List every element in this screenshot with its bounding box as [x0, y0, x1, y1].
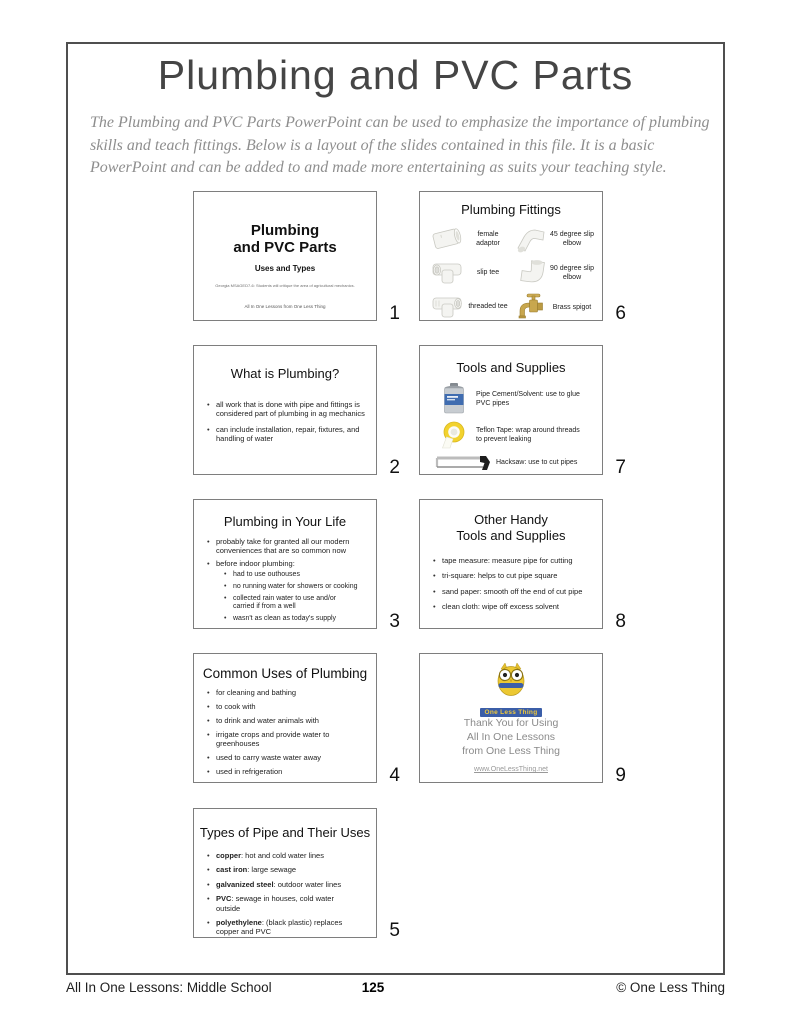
slide-3-box: [193, 499, 377, 629]
slide-5-bullets: [207, 851, 365, 937]
slide-8-bullets: [433, 556, 601, 612]
slide-2-title: What is Plumbing?: [230, 366, 340, 381]
slide-number: 3: [389, 611, 400, 632]
slide-number: 4: [389, 765, 400, 786]
website-link[interactable]: www.OneLessThing.net: [474, 766, 548, 773]
bullet-item: • to drink and water animals with: [207, 716, 365, 725]
slide-1-standard: Georgia MSAGED7-6: Students will critique the area of agricultural mechanics.: [215, 283, 355, 288]
hacksaw-icon: [432, 454, 496, 472]
fitting-item: [428, 258, 510, 288]
slide-1-subtitle: Uses and Types: [254, 264, 316, 273]
slide-number: 9: [615, 765, 626, 786]
slide-7-box: [419, 345, 603, 475]
slide-6-title: Plumbing Fittings: [461, 202, 561, 217]
brass-spigot-icon: [512, 292, 550, 321]
tool-item: [432, 420, 594, 450]
slide-4-box: [193, 653, 377, 783]
bullet-item: • all work that is done with pipe and fittings is considered part of plumbing in ag mechanics: [207, 400, 369, 419]
slide-2-box: [193, 345, 377, 475]
one-less-thing-logo: [420, 662, 602, 719]
slide-8-title: [420, 512, 602, 543]
slide-3-title: Plumbing in Your Life: [223, 514, 347, 529]
slide-5-box: [193, 808, 377, 938]
slide-3-bullets: [207, 537, 372, 624]
pipe-desc: : (black plastic) replaces copper and PVC: [216, 917, 343, 937]
slide-8: [419, 499, 626, 632]
pipe-term: galvanized steel: [216, 879, 274, 889]
bullet-item: [207, 880, 365, 889]
slide-5: [193, 808, 400, 941]
thank-you-line: All In One Lessons: [466, 731, 556, 744]
pipe-cement-can-icon: [432, 382, 476, 416]
bullet-item: [207, 851, 365, 860]
slide-5-title: Types of Pipe and Their Uses: [199, 825, 371, 840]
slide-4-bullets: [207, 688, 365, 776]
pipe-term: copper: [216, 851, 242, 860]
90-degree-slip-elbow-icon: [512, 258, 550, 288]
slide-number: 6: [615, 303, 626, 324]
slip-tee-icon: [428, 258, 466, 288]
slide-1-box: [193, 191, 377, 321]
fitting-label: 90 degree slip elbow: [550, 264, 594, 281]
fitting-label: threaded tee: [468, 303, 508, 311]
fitting-item: [512, 258, 594, 288]
slide-number: 7: [615, 457, 626, 478]
slide-8-title-line1: Other Handy: [474, 512, 548, 527]
45-degree-slip-elbow-icon: [512, 224, 550, 254]
thank-you-line: from One Less Thing: [462, 745, 560, 758]
slide-7-title: Tools and Supplies: [456, 360, 566, 375]
bullet-item: • sand paper: smooth off the end of cut pipe: [433, 587, 601, 596]
sub-bullet-item: • collected rain water to use and/or carried if from a well: [224, 595, 355, 613]
pipe-desc: : sewage in houses, cold water outside: [216, 894, 334, 913]
pipe-desc: : hot and cold water lines: [241, 851, 324, 860]
pipe-desc: : outdoor water lines: [273, 879, 342, 889]
sub-bullet-item: • wasn't as clean as today's supply: [224, 615, 372, 624]
bullet-item: [207, 918, 356, 937]
pipe-term: cast iron: [216, 865, 248, 875]
fitting-item: [512, 292, 594, 321]
slide-3: [193, 499, 400, 632]
sub-bullet-item: • had to use outhouses: [224, 571, 372, 580]
slide-4: [193, 653, 400, 786]
fitting-label: 45 degree slip elbow: [550, 230, 594, 247]
sub-bullet-item: • no running water for showers or cooking: [224, 583, 372, 592]
bullet-item: • irrigate crops and provide water to greenhouses: [207, 730, 346, 749]
bullet-item: • tri-square: helps to cut pipe square: [433, 571, 601, 580]
pipe-desc: : large sewage: [247, 865, 297, 875]
bullet-item: • to cook with: [207, 702, 365, 711]
pipe-term: polyethylene: [216, 917, 262, 927]
slide-1-title-line2: and PVC Parts: [233, 239, 337, 257]
female-adaptor-icon: [428, 224, 466, 254]
slide-6-box: [419, 191, 603, 321]
tool-label: Teflon Tape: wrap around threads to prevent leaking: [476, 426, 580, 443]
bullet-item: • can include installation, repair, fixtures, and handling of water: [207, 425, 369, 444]
fitting-item: [428, 224, 510, 254]
slide-7: [419, 345, 626, 478]
bullet-item: • used to carry waste water away: [207, 753, 365, 762]
slide-2-bullets: [207, 400, 369, 444]
fitting-item: [428, 292, 510, 321]
threaded-tee-icon: [428, 292, 466, 321]
slide-number: 2: [389, 457, 400, 478]
slide-8-box: [419, 499, 603, 629]
fitting-label: Brass spigot: [552, 304, 592, 312]
tool-label: Hacksaw: use to cut pipes: [496, 459, 578, 467]
intro-paragraph: The Plumbing and PVC Parts PowerPoint can be used to emphasize the importance of plumbing skills and teach fittings. Below is a layout of the slides contained in this file. It is a basic PowerPoint and can be added to and made more entertaining as suits your teaching style.: [90, 114, 710, 177]
bullet-item: • used in refrigeration: [207, 767, 365, 776]
bullet-item: • tape measure: measure pipe for cutting: [433, 556, 601, 565]
slide-1: [193, 191, 400, 324]
slide-1-title: [194, 222, 376, 257]
slide-9-box: [419, 653, 603, 783]
fitting-label: female adaptor: [476, 230, 500, 247]
page-title: Plumbing and PVC Parts: [157, 52, 634, 98]
pipe-term: PVC: [216, 894, 232, 904]
slide-2: [193, 345, 400, 478]
logo-wordmark: One Less Thing: [480, 708, 543, 717]
slide-number: 5: [389, 920, 400, 941]
slide-8-title-line2: Tools and Supplies: [456, 527, 566, 543]
slide-6: [419, 191, 626, 324]
thank-you-text: [420, 716, 602, 759]
tool-item: [432, 454, 594, 472]
slide-number: 8: [615, 611, 626, 632]
thank-you-line: Thank You for Using: [463, 717, 559, 729]
bullet-item: [207, 894, 348, 913]
footer-series-label: All In One Lessons: Middle School: [66, 980, 272, 995]
slide-9: [419, 653, 626, 786]
page-number: 125: [361, 980, 385, 995]
page-border-frame: [66, 42, 725, 975]
fitting-label: slip tee: [476, 269, 500, 277]
bullet-item: • before indoor plumbing:: [207, 559, 372, 568]
slide-1-credit: All In One Lessons from One Less Thing: [244, 304, 326, 309]
tool-label: Pipe Cement/Solvent: use to glue PVC pipes: [476, 390, 580, 407]
bullet-item: • for cleaning and bathing: [207, 688, 365, 697]
bullet-item: • clean cloth: wipe off excess solvent: [433, 602, 601, 611]
fitting-item: [512, 224, 594, 254]
slide-1-title-line1: Plumbing: [250, 222, 320, 239]
teflon-tape-icon: [432, 420, 476, 450]
slide-4-title: Common Uses of Plumbing: [202, 666, 368, 681]
footer-copyright: © One Less Thing: [616, 980, 725, 995]
slide-number: 1: [389, 303, 400, 324]
owl-icon: [489, 662, 533, 696]
tool-item: [432, 382, 594, 416]
bullet-item: [207, 865, 365, 874]
bullet-item: • probably take for granted all our modern conveniences that are so common now: [207, 537, 372, 556]
